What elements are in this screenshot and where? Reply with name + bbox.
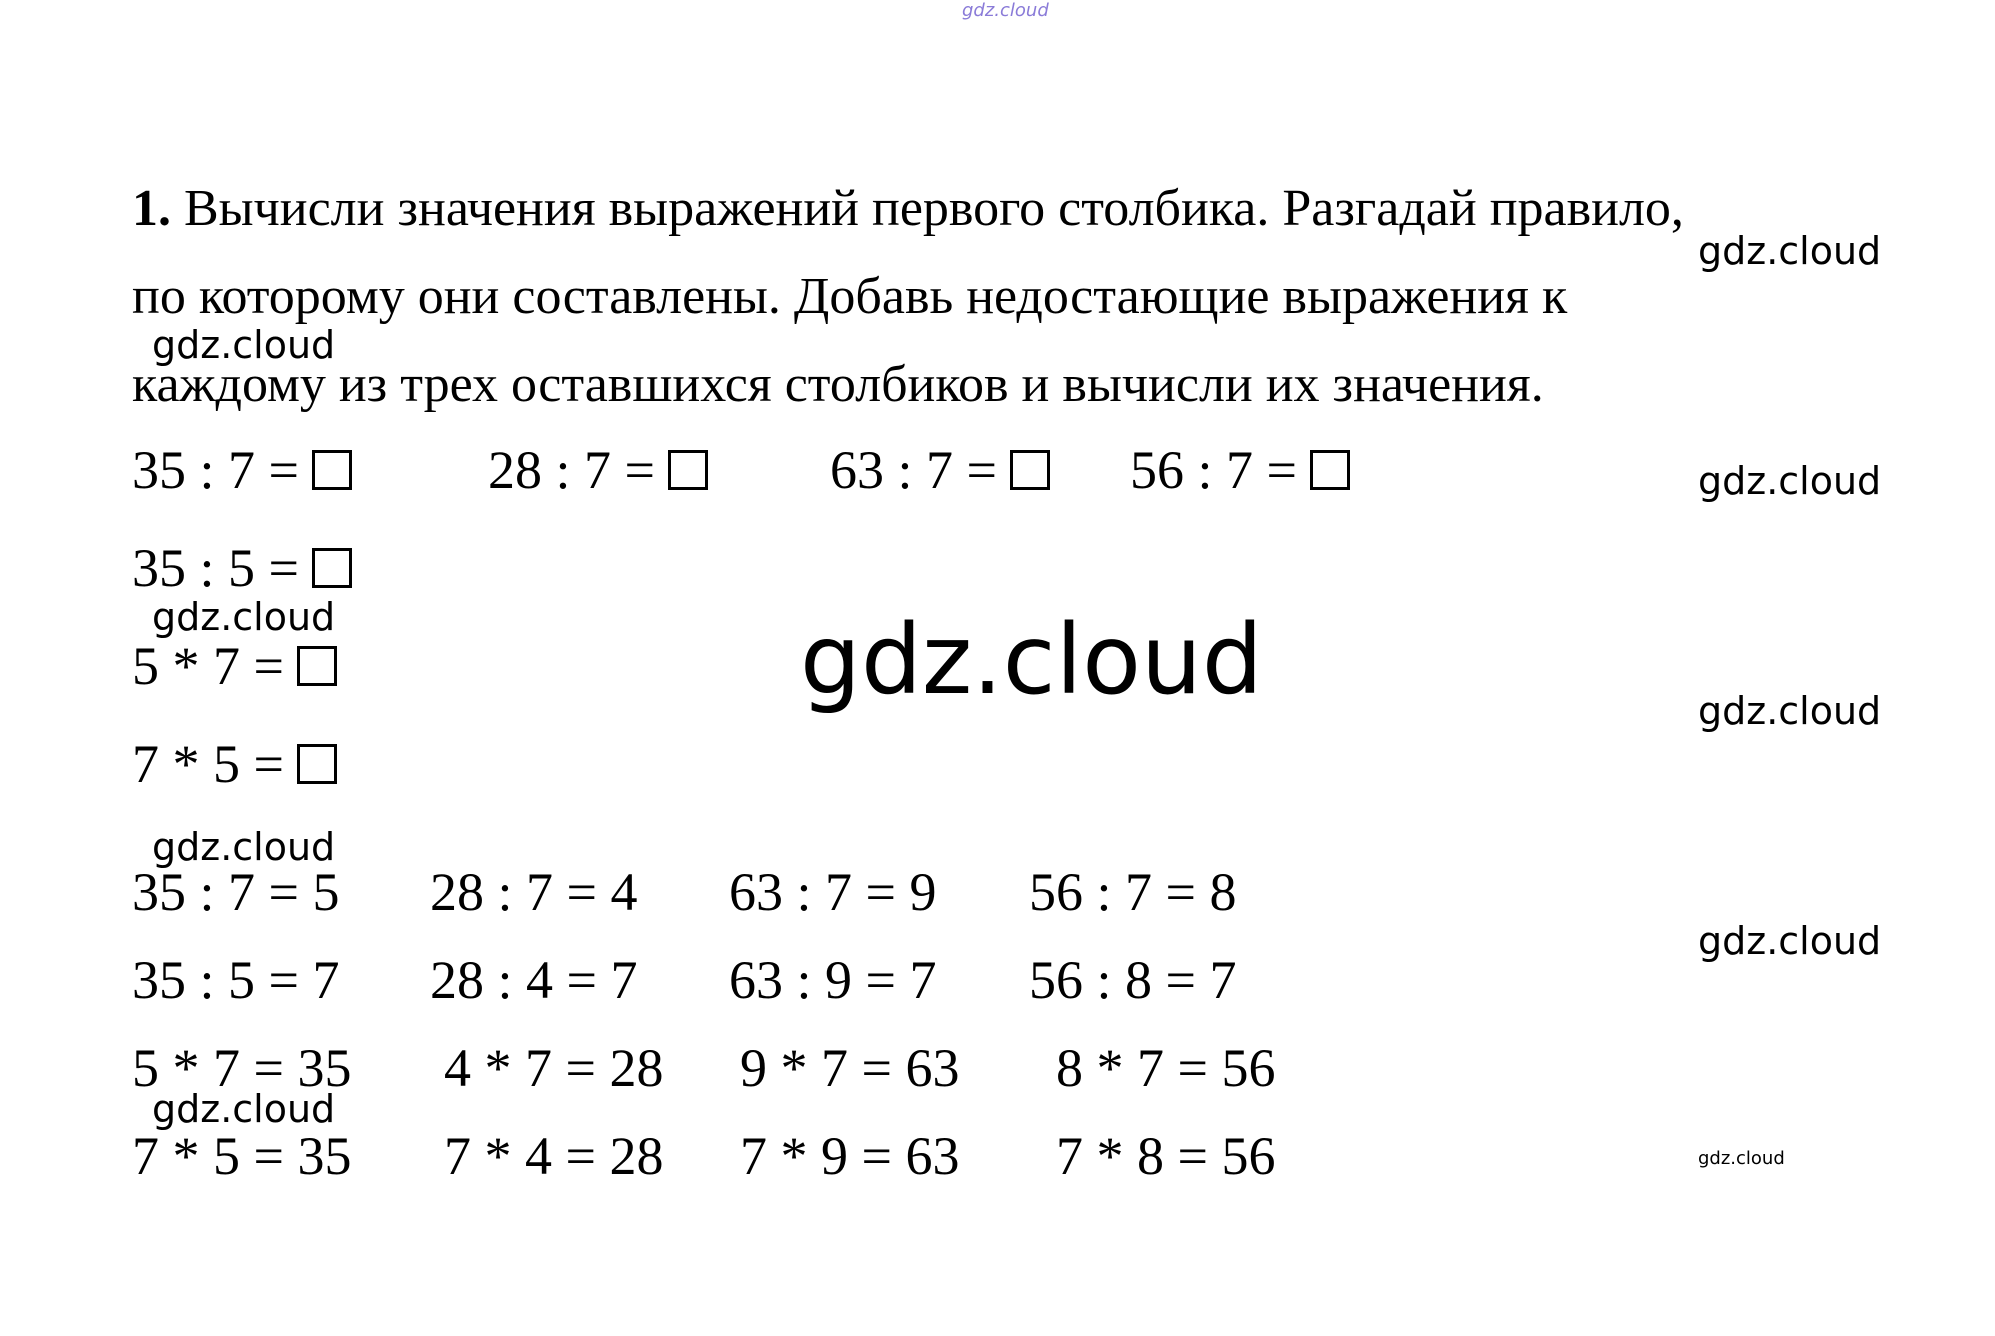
- answer-box: [297, 744, 337, 784]
- watermark-top: gdz.cloud: [962, 0, 1049, 21]
- answer-expression: 7 * 4 = 28: [444, 1126, 664, 1186]
- answer-expression: 5 * 7 = 35: [132, 1038, 352, 1098]
- watermark: gdz.cloud: [1698, 229, 1882, 273]
- answer-expression: 4 * 7 = 28: [444, 1038, 664, 1098]
- problem-expression: 35 : 7 =: [132, 440, 352, 500]
- problem-expression: 7 * 5 =: [132, 734, 337, 794]
- watermark: gdz.cloud: [1698, 459, 1882, 503]
- watermark: gdz.cloud: [152, 825, 336, 869]
- problem-expression: 56 : 7 =: [1130, 440, 1350, 500]
- answer-expression: 35 : 5 = 7: [132, 950, 340, 1010]
- answer-expression: 8 * 7 = 56: [1056, 1038, 1276, 1098]
- problem-expression: 28 : 7 =: [488, 440, 708, 500]
- answer-expression: 35 : 7 = 5: [132, 862, 340, 922]
- answer-box: [312, 548, 352, 588]
- task-number: 1.: [132, 180, 171, 237]
- answer-expression: 56 : 7 = 8: [1029, 862, 1237, 922]
- answer-expression: 7 * 5 = 35: [132, 1126, 352, 1186]
- problem-expression: 35 : 5 =: [132, 538, 352, 598]
- answer-box: [668, 450, 708, 490]
- problem-expression: 63 : 7 =: [830, 440, 1050, 500]
- task-line-2: по которому они составлены. Добавь недостающие выражения к: [132, 268, 1568, 325]
- task-line-3: каждому из трех оставшихся столбиков и вычисли их значения.: [132, 356, 1544, 413]
- answer-expression: 63 : 9 = 7: [729, 950, 937, 1010]
- watermark: gdz.cloud: [152, 1087, 336, 1131]
- answer-box: [297, 646, 337, 686]
- watermark: gdz.cloud: [1698, 919, 1882, 963]
- answer-box: [312, 450, 352, 490]
- answer-expression: 28 : 4 = 7: [430, 950, 638, 1010]
- problem-expression: 5 * 7 =: [132, 636, 337, 696]
- task-statement: [132, 165, 1932, 429]
- answer-expression: 63 : 7 = 9: [729, 862, 937, 922]
- watermark: gdz.cloud: [152, 323, 336, 367]
- watermark: gdz.cloud: [152, 595, 336, 639]
- watermark-small: gdz.cloud: [1698, 1148, 1785, 1169]
- answer-expression: 28 : 7 = 4: [430, 862, 638, 922]
- task-line-1: 1. Вычисли значения выражений первого столбика. Разгадай правило,: [132, 180, 1684, 237]
- answer-box: [1010, 450, 1050, 490]
- answer-box: [1310, 450, 1350, 490]
- answer-expression: 56 : 8 = 7: [1029, 950, 1237, 1010]
- watermark-center: gdz.cloud: [800, 604, 1263, 716]
- watermark: gdz.cloud: [1698, 689, 1882, 733]
- answer-expression: 9 * 7 = 63: [740, 1038, 960, 1098]
- answer-expression: 7 * 8 = 56: [1056, 1126, 1276, 1186]
- answer-expression: 7 * 9 = 63: [740, 1126, 960, 1186]
